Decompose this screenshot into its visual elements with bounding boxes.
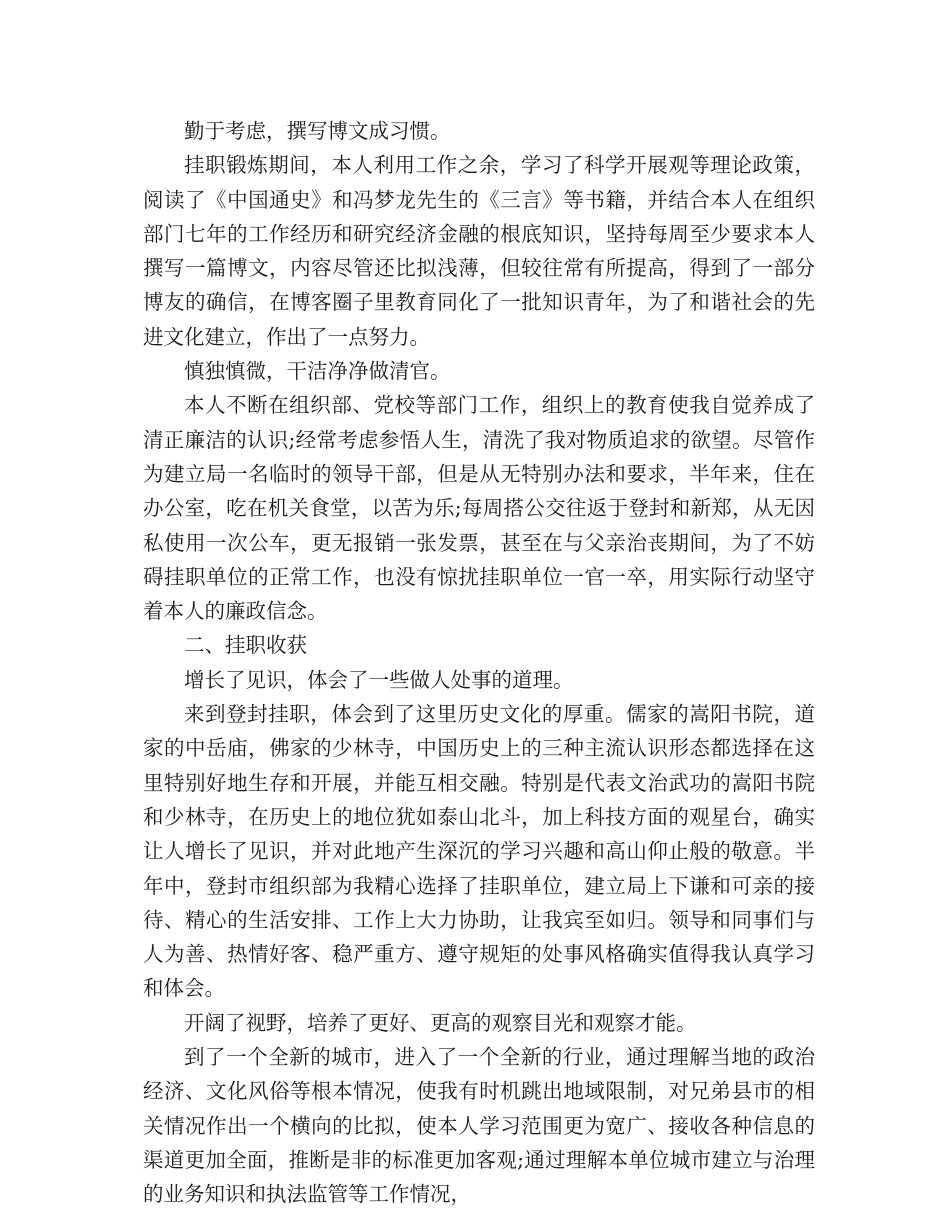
paragraph-heading-knowledge: 增长了见识，体会了一些做人处事的道理。 — [184, 667, 574, 692]
section-heading-gains: 二、挂职收获 — [184, 633, 307, 658]
paragraph-dengfeng-culture: 来到登封挂职，体会到了这里历史文化的厚重。儒家的嵩阳书院，道家的中岳庙，佛家的少林寺，中国历史上的三种主流认识形态都选择在这里特别好地生存和开展，并能互相交融。特别是代表文治武功的嵩阳书院和少林寺，在历史上的地位犹如泰山北斗，加上科技方面的观星台，确实让人增长了见识，并对此地产生深沉的学习兴趣和高山仰止般的敬意。半年中，登封市组织部为我精心选择了挂职单位，建立局上下谦和可亲的接待、精心的生活安排、工作上大力协助，让我宾至如归。领导和同事们与人为善、热情好客、稳严重方、遵守规矩的处事风格确实值得我认真学习和体会。 — [143, 702, 815, 1001]
paragraph-new-city: 到了一个全新的城市，进入了一个全新的行业，通过理解当地的政治经济、文化风俗等根本情况，使我有时机跳出地域限制，对兄弟县市的相关情况作出一个横向的比拟，使本人学习范围更为宽广、接收各种信息的渠道更加全面，推断是非的标准更加客观;通过理解本单位城市建立与治理的业务知识和执法监管等工作情况， — [143, 1045, 815, 1207]
paragraph-integrity-details: 本人不断在组织部、党校等部门工作，组织上的教育使我自觉养成了清正廉洁的认识;经常考虑参悟人生，清洗了我对物质追求的欲望。尽管作为建立局一名临时的领导干部，但是从无特别办法和要求，半年来，住在办公室，吃在机关食堂，以苦为乐;每周搭公交往返于登封和新郑，从无因私使用一次公车，更无报销一张发票，甚至在与父亲治丧期间，为了不妨碍挂职单位的正常工作，也没有惊扰挂职单位一官一卒，用实际行动坚守着本人的廉政信念。 — [143, 393, 815, 624]
paragraph-study-blogging: 挂职锻炼期间，本人利用工作之余，学习了科学开展观等理论政策，阅读了《中国通史》和冯梦龙先生的《三言》等书籍，并结合本人在组织部门七年的工作经历和研究经济金融的根底知识，坚持每周至少要求本人撰写一篇博文，内容尽管还比拟浅薄，但较往常有所提高，得到了一部分博友的确信，在博客圈子里教育同化了一批知识青年，为了和谐社会的先进文化建立，作出了一点努力。 — [143, 153, 815, 349]
paragraph-heading-thinking: 勤于考虑，撰写博文成习惯。 — [184, 119, 451, 143]
document-body — [143, 114, 815, 1212]
paragraph-heading-integrity: 慎独慎微，干洁净净做清官。 — [184, 359, 451, 384]
paragraph-heading-vision: 开阔了视野，培养了更好、更高的观察目光和观察才能。 — [184, 1010, 697, 1035]
